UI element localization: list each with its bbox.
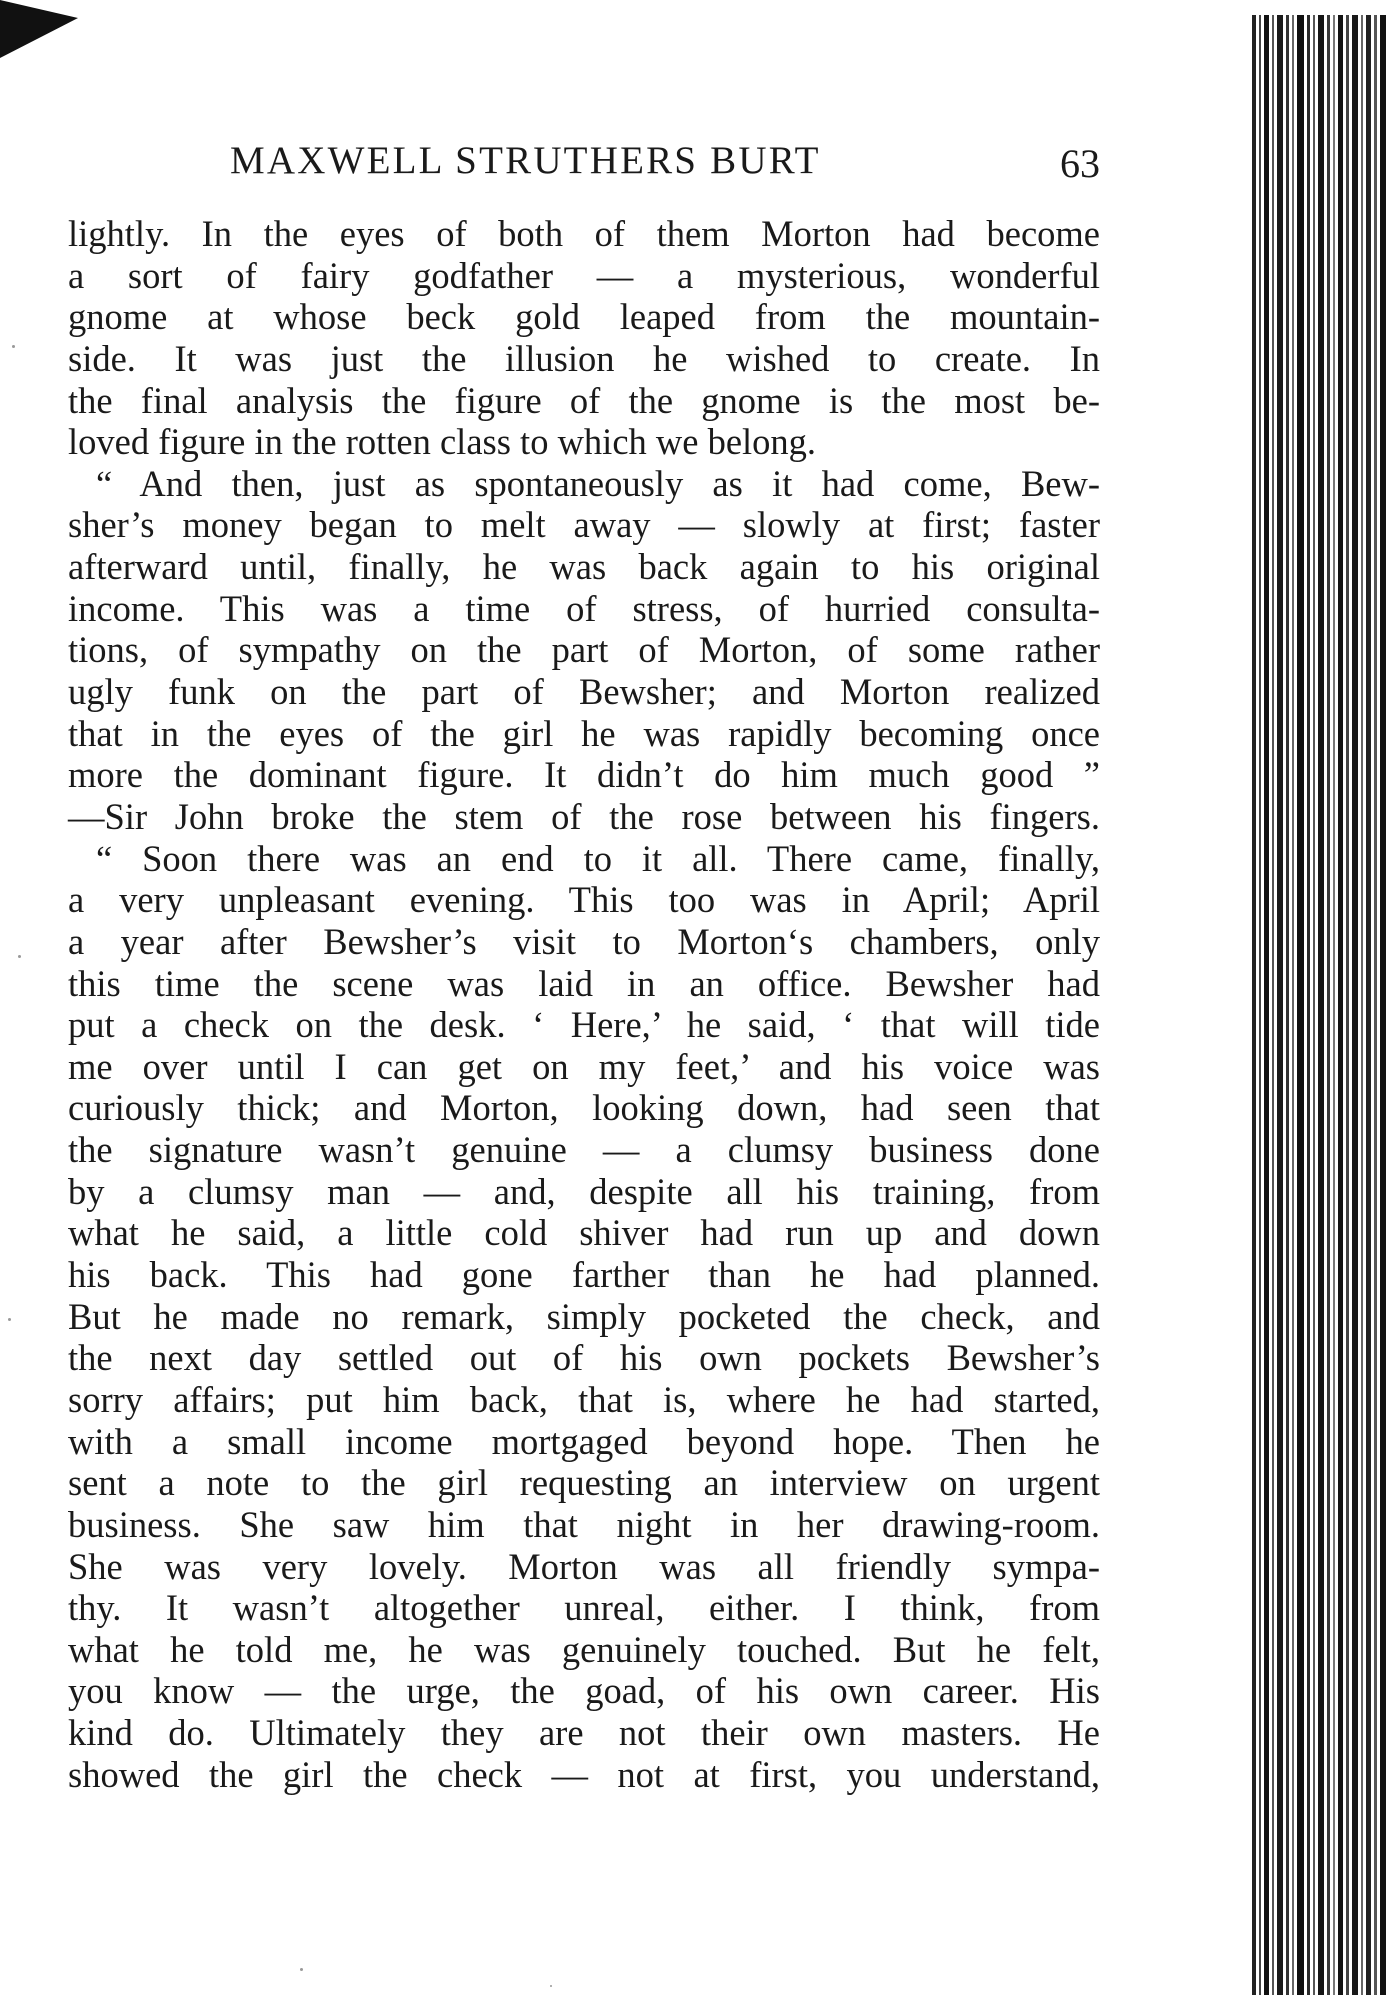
paper-speck [18, 955, 21, 958]
book-binding-edge [1250, 15, 1390, 1995]
text-line: She was very lovely. Morton was all friendly sympa- [68, 1545, 1100, 1587]
text-line: by a clumsy man — and, despite all his training, from [68, 1170, 1100, 1212]
page-corner-fold-mark [0, 0, 80, 60]
text-line: that in the eyes of the girl he was rapidly becoming once [68, 712, 1100, 754]
text-line: with a small income mortgaged beyond hope. Then he [68, 1420, 1100, 1462]
text-line: the final analysis the figure of the gnome is the most be- [68, 379, 1100, 421]
text-line: —Sir John broke the stem of the rose between his fingers. [68, 795, 1100, 837]
paper-speck [550, 1985, 552, 1987]
text-line: a year after Bewsher’s visit to Morton‘s chambers, only [68, 920, 1100, 962]
text-line: sher’s money began to melt away — slowly at first; faster [68, 504, 1100, 546]
text-line: curiously thick; and Morton, looking down, had seen that [68, 1087, 1100, 1129]
running-header [230, 138, 1100, 188]
text-line: gnome at whose beck gold leaped from the mountain- [68, 296, 1100, 338]
running-title: MAXWELL STRUTHERS BURT [230, 139, 821, 182]
paper-speck [8, 1318, 11, 1321]
text-line: what he told me, he was genuinely touched. But he felt, [68, 1628, 1100, 1670]
text-line: you know — the urge, the goad, of his own career. His [68, 1670, 1100, 1712]
text-line: put a check on the desk. ‘ Here,’ he said, ‘ that will tide [68, 1004, 1100, 1046]
text-line: sent a note to the girl requesting an interview on urgent [68, 1462, 1100, 1504]
text-line: loved figure in the rotten class to which we belong. [68, 421, 817, 463]
text-line: income. This was a time of stress, of hurried consulta- [68, 587, 1100, 629]
text-line: a very unpleasant evening. This too was in April; April [68, 879, 1100, 921]
page-number: 63 [1060, 141, 1100, 186]
text-line: “ And then, just as spontaneously as it had come, Bew- [96, 462, 1100, 504]
text-line: the next day settled out of his own pockets Bewsher’s [68, 1337, 1100, 1379]
text-line: tions, of sympathy on the part of Morton, of some rather [68, 629, 1100, 671]
text-line: afterward until, finally, he was back again to his original [68, 546, 1100, 588]
body-text [68, 213, 1100, 1795]
text-line: But he made no remark, simply pocketed the check, and [68, 1295, 1100, 1337]
paper-speck [300, 1968, 303, 1971]
text-line: his back. This had gone farther than he had planned. [68, 1254, 1100, 1296]
text-line: thy. It wasn’t altogether unreal, either. I think, from [68, 1587, 1100, 1629]
text-line: showed the girl the check — not at first, you understand, [68, 1753, 1100, 1795]
text-line: side. It was just the illusion he wished to create. In [68, 337, 1100, 379]
text-line: the signature wasn’t genuine — a clumsy business done [68, 1129, 1100, 1171]
text-line: lightly. In the eyes of both of them Morton had become [68, 213, 1100, 254]
text-line: “ Soon there was an end to it all. There came, finally, [96, 837, 1100, 879]
paper-speck [12, 345, 15, 348]
text-line: a sort of fairy godfather — a mysterious, wonderful [68, 254, 1100, 296]
text-line: sorry affairs; put him back, that is, where he had started, [68, 1378, 1100, 1420]
text-line: ugly funk on the part of Bewsher; and Morton realized [68, 671, 1100, 713]
text-line: kind do. Ultimately they are not their own masters. He [68, 1712, 1100, 1754]
text-line: me over until I can get on my feet,’ and his voice was [68, 1045, 1100, 1087]
text-line: business. She saw him that night in her drawing-room. [68, 1503, 1100, 1545]
text-line: what he said, a little cold shiver had run up and down [68, 1212, 1100, 1254]
text-line: more the dominant figure. It didn’t do him much good ” [68, 754, 1100, 796]
text-line: this time the scene was laid in an office. Bewsher had [68, 962, 1100, 1004]
